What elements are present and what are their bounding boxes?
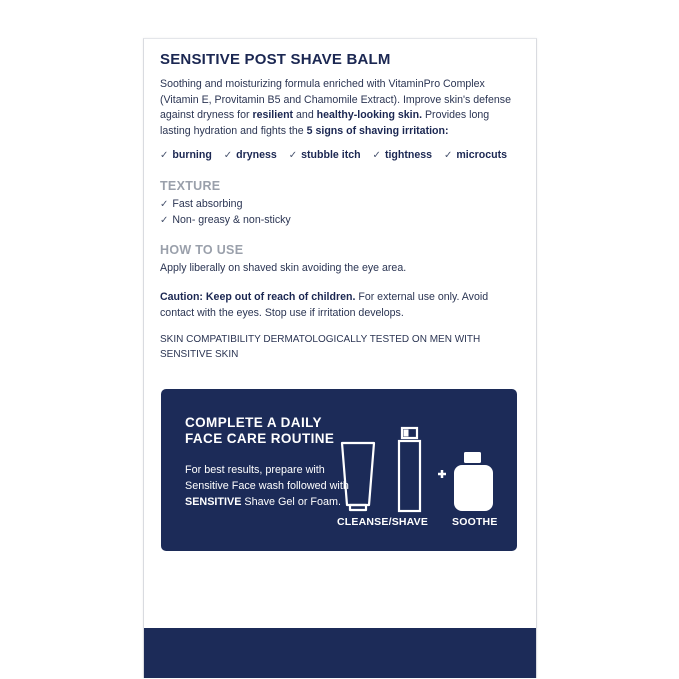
how-to-use-text: Apply liberally on shaved skin avoiding the eye area. xyxy=(160,262,407,274)
checkmark-icon: ✓ xyxy=(160,215,169,226)
description-bold: 5 signs of shaving irritation: xyxy=(306,124,449,137)
checkmark-icon: ✓ xyxy=(160,199,169,210)
routine-panel xyxy=(161,389,517,551)
product-description xyxy=(160,77,520,139)
sign-item: ✓ stubble itch xyxy=(288,149,361,161)
product-box-back xyxy=(143,38,537,678)
balm-bottle-icon xyxy=(454,452,493,511)
skin-compatibility-text: SKIN COMPATIBILITY DERMATOLOGICALLY TESTED ON MEN WITH SENSITIVE SKIN xyxy=(160,334,481,360)
texture-item: ✓ Non- greasy & non-sticky xyxy=(160,214,291,226)
sign-item: ✓ dryness xyxy=(223,149,277,161)
bottle-icon xyxy=(399,428,420,511)
plus-icon xyxy=(438,470,446,478)
description-text: and xyxy=(293,109,317,122)
description-bold: healthy-looking skin. xyxy=(316,109,423,122)
routine-text: For best results, prepare with Sensitive Face wash followed with SENSITIVE Shave Gel or Foam. xyxy=(185,464,349,508)
texture-item: ✓ Fast absorbing xyxy=(160,198,243,210)
checkmark-icon: ✓ xyxy=(288,150,298,161)
description-text: Soothing and moisturizing formula enriched with VitaminPro Complex (Vitamin E, Provitamin B5 and Chamomile Extract). Improve skin's defense against dryness for xyxy=(160,78,511,122)
checkmark-icon: ✓ xyxy=(223,150,233,161)
caution-label: Caution: Keep out of reach of children. xyxy=(160,291,356,303)
texture-heading: TEXTURE xyxy=(160,179,221,193)
checkmark-icon: ✓ xyxy=(443,150,453,161)
description-text: Provides long lasting hydration and fights the xyxy=(160,109,490,137)
checkmark-icon: ✓ xyxy=(372,150,381,161)
how-to-use-heading: HOW TO USE xyxy=(160,243,244,257)
soothe-label: SOOTHE xyxy=(452,516,498,528)
shaving-signs-list xyxy=(160,149,516,161)
box-bottom-band xyxy=(144,628,536,678)
cleanse-shave-label: CLEANSE/SHAVE xyxy=(337,516,429,528)
description-bold: resilient xyxy=(252,109,294,122)
routine-title: COMPLETE A DAILY FACE CARE ROUTINE xyxy=(185,415,335,446)
product-title: SENSITIVE POST SHAVE BALM xyxy=(160,51,391,68)
sign-item: ✓ microcuts xyxy=(443,149,508,161)
caution-text: Caution: Keep out of reach of children. For external use only. Avoid contact with the eyes. Stop use if irritation develops. xyxy=(160,291,489,319)
tube-icon xyxy=(342,443,374,510)
sign-item: ✓ burning xyxy=(160,149,212,161)
checkmark-icon: ✓ xyxy=(160,150,169,161)
sign-item: ✓ tightness xyxy=(372,149,433,161)
